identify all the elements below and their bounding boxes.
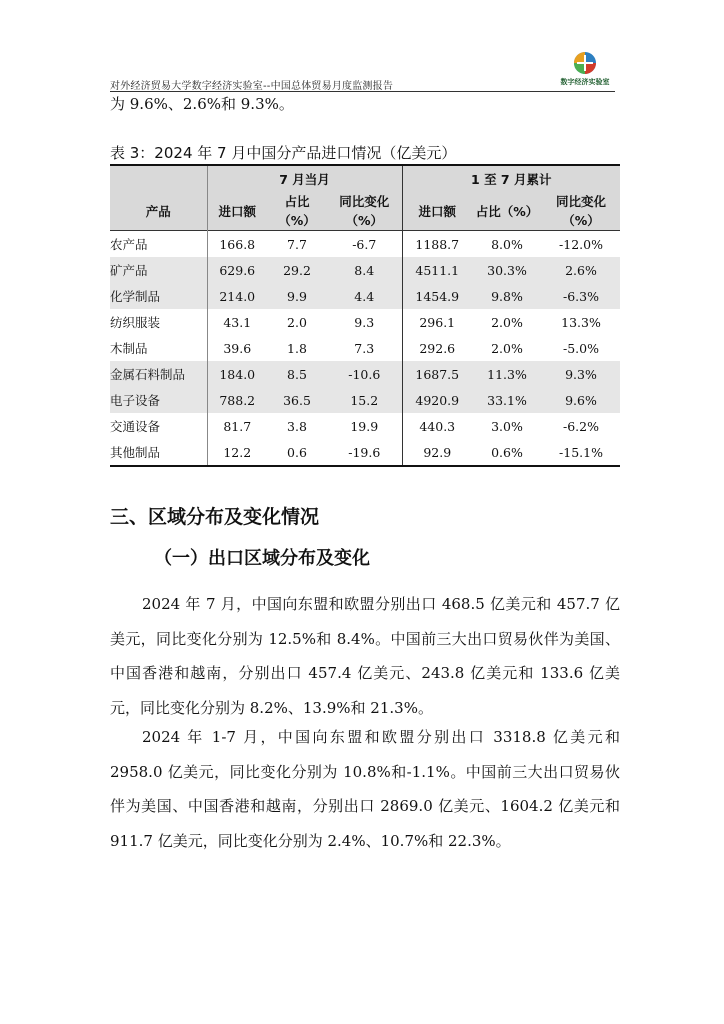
table-cell: 4920.9: [402, 387, 472, 413]
table-cell: -6.2%: [563, 418, 599, 434]
table-cell: 9.8%: [472, 283, 542, 309]
table-cell: 2.0%: [491, 340, 523, 356]
table-cell: 13.3%: [561, 314, 601, 330]
section-title: 三、区域分布及变化情况: [110, 506, 320, 528]
table-row: [110, 439, 620, 466]
import-table: [110, 164, 620, 467]
table-cell: 81.7: [223, 418, 252, 434]
table-cell: -10.6: [327, 361, 402, 387]
table-cell: 296.1: [419, 314, 456, 330]
column-header: 产品: [110, 192, 207, 231]
table-cell: -12.0%: [542, 231, 620, 258]
table-cell: 9.3%: [542, 361, 620, 387]
table-row: [110, 413, 620, 439]
table-cell: 33.1%: [472, 387, 542, 413]
group-header-cumulative: 1 至 7 月累计: [402, 165, 620, 192]
table-cell: 0.6%: [472, 439, 542, 466]
column-header: 同比变化 （%）: [327, 192, 402, 231]
table-cell: 788.2: [207, 387, 267, 413]
product-name-cell: 农产品: [110, 231, 207, 258]
table-cell: 9.3: [327, 309, 402, 335]
table-cell: 166.8: [207, 231, 267, 258]
page-header: [110, 50, 615, 92]
table-cell: 214.0: [207, 283, 267, 309]
table-cell: 1454.9: [402, 283, 472, 309]
table-cell: 7.3: [327, 335, 402, 361]
table-cell: 2.0%: [491, 314, 523, 330]
table-cell: 11.3%: [472, 361, 542, 387]
table-cell: 15.2: [327, 387, 402, 413]
table-cell: -19.6: [327, 439, 402, 466]
product-name-cell: 纺织服装: [110, 309, 207, 335]
table-cell: 12.2: [207, 439, 267, 466]
table-cell: 440.3: [419, 418, 456, 434]
product-name-cell: 其他制品: [110, 439, 207, 466]
paragraph-jan-july: 2024 年 1-7 月，中国向东盟和欧盟分别出口 3318.8 亿美元和 2958.0 亿美元，同比变化分别为 10.8%和-1.1%。中国前三大出口贸易伙伴为美国、中国香港和越南，分别出口 2869.0 亿美元、1604.2 亿美元和 911.7 亿美元，同比变化分别为 2.4%、10.7%和 22.3%。: [110, 728, 620, 850]
table-cell: 43.1: [223, 314, 252, 330]
table-cell: 184.0: [207, 361, 267, 387]
table-cell: 7.7: [267, 231, 327, 258]
column-header: 同比变化 （%）: [542, 192, 620, 231]
table-cell: 0.6: [267, 439, 327, 466]
table-row: [110, 283, 620, 309]
header-divider: [110, 91, 615, 92]
table-cell: 3.0%: [491, 418, 523, 434]
continued-paragraph: 为 9.6%、2.6%和 9.3%。: [110, 95, 294, 113]
table-cell: 39.6: [223, 340, 252, 356]
table-cell: 4.4: [327, 283, 402, 309]
column-header: 占比（%）: [472, 192, 542, 231]
table-cell: 30.3%: [472, 257, 542, 283]
table-cell: 9.9: [267, 283, 327, 309]
header-blank: [110, 165, 207, 192]
product-name-cell: 矿产品: [110, 257, 207, 283]
table-cell: 8.5: [267, 361, 327, 387]
product-name-cell: 金属石料制品: [110, 361, 207, 387]
table-cell: -15.1%: [542, 439, 620, 466]
table-cell: 8.0%: [472, 231, 542, 258]
table-cell: 19.9: [327, 413, 402, 439]
header-text: 对外经济贸易大学数字经济实验室--中国总体贸易月度监测报告: [110, 81, 394, 92]
column-header: 进口额: [207, 192, 267, 231]
table-cell: 9.6%: [542, 387, 620, 413]
table-cell: 4511.1: [402, 257, 472, 283]
table-cell: 1.8: [287, 340, 307, 356]
table-cell: 1188.7: [402, 231, 472, 258]
column-header: 进口额: [402, 192, 472, 231]
table-row: [110, 361, 620, 387]
table-cell: 2.0: [287, 314, 307, 330]
table-cell: -6.7: [327, 231, 402, 258]
table-row: [110, 231, 620, 258]
table-cell: 8.4: [327, 257, 402, 283]
table-cell: -5.0%: [563, 340, 599, 356]
product-name-cell: 木制品: [110, 335, 207, 361]
table-row: [110, 257, 620, 283]
table-cell: 29.2: [267, 257, 327, 283]
column-header: 占比 （%）: [267, 192, 327, 231]
paragraph-july: 2024 年 7 月，中国向东盟和欧盟分别出口 468.5 亿美元和 457.7 亿美元，同比变化分别为 12.5%和 8.4%。中国前三大出口贸易伙伴为美国、中国香港和越南，分别出口 457.4 亿美元、243.8 亿美元和 133.6 亿美元，同比变化分别为 8.2%、13.9%和 21.3%。: [110, 595, 620, 717]
product-name-cell: 化学制品: [110, 283, 207, 309]
table-cell: 36.5: [267, 387, 327, 413]
subsection-title: （一）出口区域分布及变化: [154, 548, 370, 569]
table-cell: 92.9: [402, 439, 472, 466]
group-header-month: 7 月当月: [207, 165, 402, 192]
table-cell: 1687.5: [402, 361, 472, 387]
table-cell: 3.8: [287, 418, 307, 434]
product-name-cell: 交通设备: [110, 413, 207, 439]
table-row: [110, 335, 620, 361]
table-cell: -6.3%: [542, 283, 620, 309]
table-row: [110, 309, 620, 335]
table-caption: 表 3：2024 年 7 月中国分产品进口情况（亿美元）: [110, 144, 457, 162]
logo-caption: 数字经济实验室: [560, 78, 610, 86]
table-row: [110, 387, 620, 413]
product-name-cell: 电子设备: [110, 387, 207, 413]
table-cell: 629.6: [207, 257, 267, 283]
table-cell: 2.6%: [542, 257, 620, 283]
table-cell: 292.6: [419, 340, 456, 356]
